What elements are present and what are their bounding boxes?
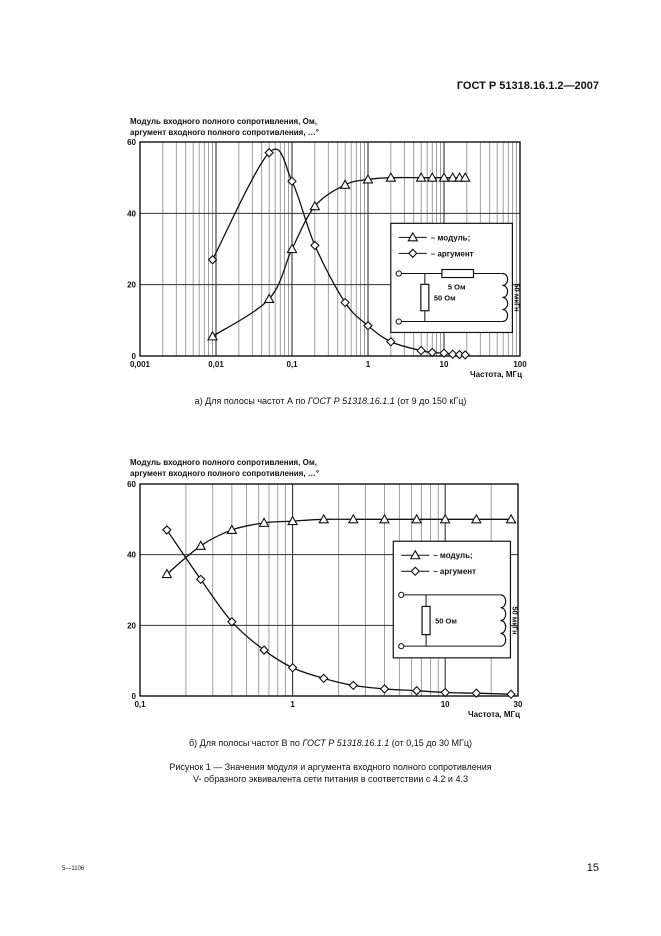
- legend-label: – аргумент: [433, 567, 477, 577]
- data-point-diamond: [413, 687, 421, 695]
- legend-label: – аргумент: [430, 249, 474, 259]
- y-tick-label: 40: [127, 550, 136, 560]
- figure-caption-line1: Рисунок 1 — Значения модуля и аргумента входного полного сопротивления: [169, 762, 492, 772]
- y-tick-label: 40: [127, 209, 136, 219]
- chart-a-ylabel-line2: аргумент входного полного сопротивления, …°: [130, 128, 319, 137]
- data-point-diamond: [197, 575, 205, 583]
- data-point-diamond: [380, 685, 388, 693]
- data-point-triangle: [196, 541, 205, 549]
- chart-b-ylabel: [130, 457, 319, 479]
- x-tick-label: 100: [513, 360, 527, 369]
- data-point-diamond: [163, 526, 171, 534]
- y-tick-label: 20: [127, 280, 136, 290]
- x-tick-label: 0,1: [134, 700, 146, 709]
- terminal: [399, 644, 404, 649]
- data-point-diamond: [349, 681, 357, 689]
- chart-b-ylabel-line1: Модуль входного полного сопротивления, Ом,: [130, 458, 317, 467]
- shunt-resistor-label: 50 Ом: [433, 293, 456, 303]
- document-number: ГОСТ Р 51318.16.1.2—2007: [456, 80, 599, 92]
- chart-a-ylabel-line1: Модуль входного полного сопротивления, Ом,: [130, 117, 317, 126]
- x-tick-label: 1: [290, 700, 295, 709]
- y-tick-label: 0: [131, 352, 136, 361]
- legend-label: – модуль;: [430, 233, 471, 243]
- x-axis-label: Частота, МГц: [470, 370, 522, 379]
- data-point-diamond: [341, 299, 349, 307]
- y-tick-label: 20: [127, 621, 136, 631]
- y-tick-label: 60: [127, 480, 136, 489]
- data-point-diamond: [417, 347, 425, 355]
- figure-caption-line2: V- образного эквивалента сети питания в соответствии с 4.2 и 4.3: [193, 774, 468, 784]
- data-point-triangle: [341, 180, 350, 188]
- terminal: [399, 592, 404, 597]
- terminal: [396, 271, 401, 276]
- chart-a-ylabel: [130, 116, 319, 138]
- data-point-diamond: [441, 688, 449, 696]
- shunt-resistor-label: 50 Ом: [435, 616, 457, 626]
- figure-caption: [0, 761, 661, 785]
- terminal: [396, 319, 401, 324]
- x-axis-label: Частота, МГц: [468, 710, 520, 719]
- inductor-label: 50 мкГн: [512, 283, 522, 312]
- data-point-diamond: [387, 338, 395, 346]
- series-resistor: [442, 270, 474, 278]
- data-point-diamond: [320, 674, 328, 682]
- x-tick-label: 10: [439, 360, 449, 369]
- caption-a: а) Для полосы частот А по ГОСТ Р 51318.16.1.1 (от 9 до 150 кГц): [194, 396, 467, 406]
- data-point-diamond: [428, 348, 436, 356]
- chart-b: [120, 478, 540, 728]
- x-tick-label: 10: [440, 700, 450, 709]
- y-tick-label: 0: [131, 692, 136, 701]
- x-tick-label: 1: [365, 360, 371, 369]
- shunt-resistor: [422, 606, 430, 634]
- data-point-diamond: [461, 351, 469, 359]
- legend-label: – модуль;: [433, 551, 473, 561]
- data-point-diamond: [209, 256, 217, 264]
- x-tick-label: 0,001: [129, 360, 151, 369]
- series-resistor-label: 5 Ом: [447, 282, 466, 292]
- page-number: 15: [586, 862, 599, 874]
- x-tick-label: 0,01: [208, 360, 224, 369]
- caption-b: б) Для полосы частот В по ГОСТ Р 51318.16.1.1 (от 0,15 до 30 МГц): [188, 738, 473, 748]
- print-code: 5—1106: [62, 866, 85, 872]
- chart-a: [120, 136, 540, 386]
- shunt-resistor: [421, 284, 429, 310]
- inductor-label: 50 мкГн: [510, 606, 520, 635]
- data-point-diamond: [507, 690, 515, 698]
- data-point-diamond: [288, 177, 296, 185]
- y-tick-label: 60: [127, 138, 136, 147]
- data-point-diamond: [311, 241, 319, 249]
- x-tick-label: 30: [513, 700, 523, 709]
- x-tick-label: 0,1: [286, 360, 298, 369]
- data-point-diamond: [289, 664, 297, 672]
- chart-b-ylabel-line2: аргумент входного полного сопротивления, …°: [130, 469, 319, 478]
